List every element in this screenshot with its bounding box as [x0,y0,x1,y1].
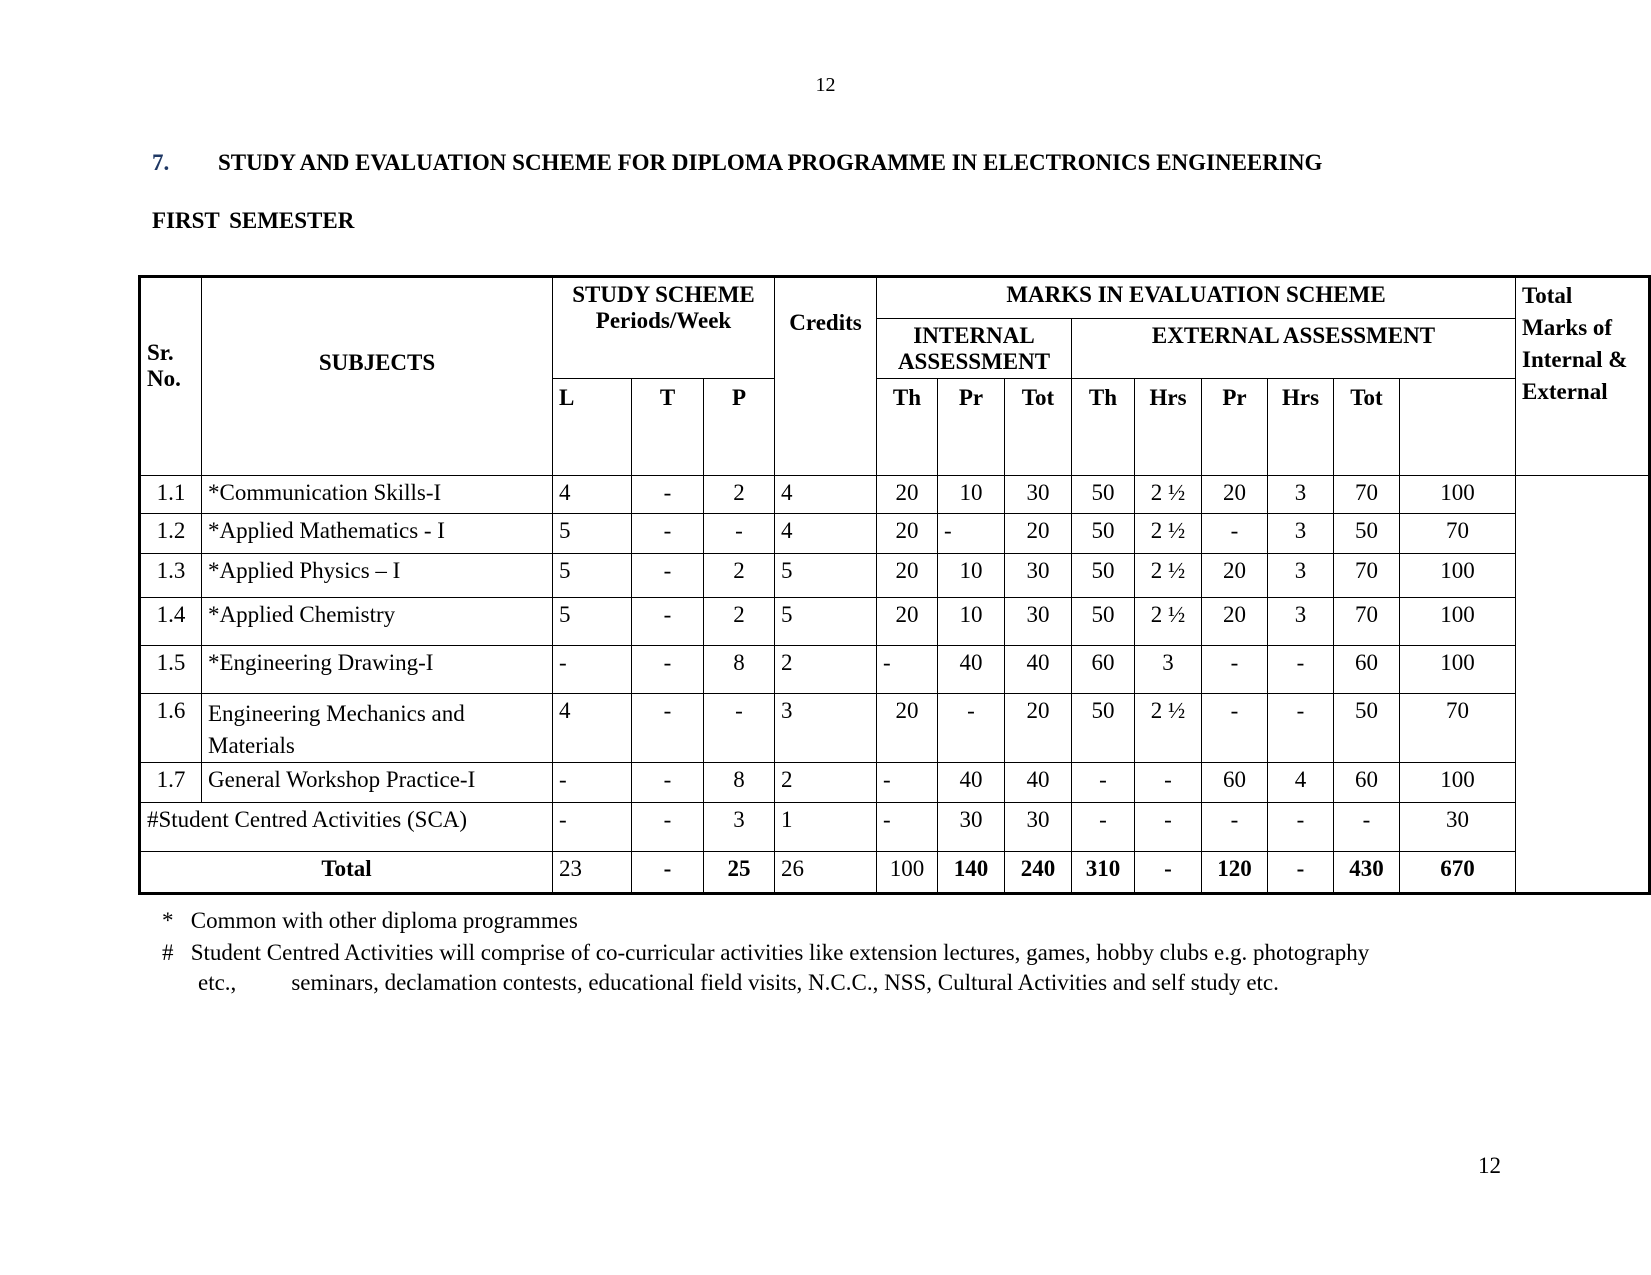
l-cell: 23 [553,852,632,894]
subject-cell: General Workshop Practice-I [202,763,553,803]
subject-cell: *Applied Physics – I [202,554,553,598]
int-th-cell: - [877,763,938,803]
l-cell: 4 [553,476,632,514]
int-pr-cell: - [938,514,1005,554]
int-tot-cell: 20 [1005,514,1072,554]
ext-pr-cell: 60 [1202,763,1268,803]
ext-hrs1-cell: - [1135,852,1202,894]
t-cell: - [632,852,704,894]
int-tot-cell: 40 [1005,763,1072,803]
ext-th-cell: 310 [1072,852,1135,894]
table-row [140,598,1650,646]
external-assessment-header: EXTERNAL ASSESSMENT [1072,319,1516,379]
ext-pr-cell: - [1202,803,1268,852]
ext-th-cell: 50 [1072,476,1135,514]
l-cell: 4 [553,694,632,763]
footnote-sca-line2b: seminars, declamation contests, educational field visits, N.C.C., NSS, Cultural Activities and self study etc. [291,970,1279,995]
footnote-sca [162,938,1369,998]
ext-tot-cell: 60 [1334,646,1400,694]
ext-tot-cell: 430 [1334,852,1400,894]
t-cell: - [632,763,704,803]
ext-hrs1-cell: 3 [1135,646,1202,694]
p-cell: 25 [704,852,775,894]
study-scheme-header: STUDY SCHEME Periods/Week [553,277,775,379]
credits-cell: 5 [775,554,877,598]
table-row [140,514,1650,554]
p-cell: - [704,694,775,763]
total-cell: 100 [1400,476,1516,514]
ext-tot-cell: 60 [1334,763,1400,803]
int-th-cell: 20 [877,598,938,646]
footnote-sca-line2a: etc., [198,970,237,995]
ext-tot-cell: 70 [1334,598,1400,646]
ext-hrs2-header: Hrs [1268,379,1334,476]
footnote-sca-mark: # [162,940,174,965]
subject-cell: *Communication Skills-I [202,476,553,514]
l-cell: - [553,803,632,852]
sr-cell: 1.7 [140,763,202,803]
page-number-bottom: 12 [1478,1153,1501,1178]
l-cell: - [553,763,632,803]
int-pr-cell: 10 [938,598,1005,646]
int-tot-cell: 30 [1005,554,1072,598]
sr-cell: 1.1 [140,476,202,514]
table-row [140,646,1650,694]
ext-hrs2-cell: 4 [1268,763,1334,803]
int-th-cell: - [877,803,938,852]
t-header: T [632,379,704,476]
p-cell: - [704,514,775,554]
int-tot-cell: 20 [1005,694,1072,763]
total-cell: 70 [1400,694,1516,763]
evaluation-scheme-table [138,275,1651,895]
ext-tot-cell: 50 [1334,694,1400,763]
internal-assessment-header: INTERNAL ASSESSMENT [877,319,1072,379]
total-label-cell: Total [140,852,553,894]
ext-hrs1-cell: 2 ½ [1135,694,1202,763]
l-cell: 5 [553,514,632,554]
ext-hrs1-cell: - [1135,763,1202,803]
int-pr-cell: 30 [938,803,1005,852]
int-tot-header: Tot [1005,379,1072,476]
subject-cell: Engineering Mechanics and Materials [202,694,553,763]
sr-cell: 1.2 [140,514,202,554]
ext-hrs2-cell: - [1268,852,1334,894]
sr-no-header: Sr. No. [140,277,202,476]
ext-hrs1-header: Hrs [1135,379,1202,476]
ext-hrs2-cell: 3 [1268,476,1334,514]
t-cell: - [632,514,704,554]
t-cell: - [632,476,704,514]
ext-th-cell: 50 [1072,598,1135,646]
ext-hrs2-cell: - [1268,694,1334,763]
t-cell: - [632,554,704,598]
credits-cell: 2 [775,646,877,694]
total-cell: 100 [1400,554,1516,598]
ext-pr-cell: - [1202,694,1268,763]
ext-hrs1-cell: - [1135,803,1202,852]
marks-header: MARKS IN EVALUATION SCHEME [877,277,1516,319]
sr-cell: 1.5 [140,646,202,694]
footnotes [162,906,1369,998]
t-cell: - [632,646,704,694]
table-row [140,763,1650,803]
sca-row [140,803,1650,852]
total-row [140,852,1650,894]
table-row [140,476,1650,514]
ext-tot-cell: - [1334,803,1400,852]
ext-hrs2-cell: 3 [1268,554,1334,598]
footnote-sca-line1: Student Centred Activities will comprise of co-curricular activities like extension lectures, games, hobby clubs e.g. photography [190,940,1370,965]
sr-cell: 1.4 [140,598,202,646]
int-pr-cell: - [938,694,1005,763]
int-th-header: Th [877,379,938,476]
credits-cell: 4 [775,476,877,514]
p-header: P [704,379,775,476]
table-row [140,554,1650,598]
int-pr-cell: 140 [938,852,1005,894]
int-th-cell: 100 [877,852,938,894]
ext-pr-cell: - [1202,514,1268,554]
int-pr-cell: 40 [938,763,1005,803]
semester-heading: FIRST SEMESTER [152,208,355,233]
ext-pr-header: Pr [1202,379,1268,476]
section-heading [152,150,1322,176]
credits-header: Credits [775,277,877,476]
ext-hrs2-cell: 3 [1268,598,1334,646]
l-cell: 5 [553,554,632,598]
total-cell: 30 [1400,803,1516,852]
credits-cell: 2 [775,763,877,803]
ext-th-cell: 50 [1072,554,1135,598]
ext-th-cell: 60 [1072,646,1135,694]
p-cell: 2 [704,598,775,646]
int-th-cell: 20 [877,694,938,763]
l-cell: 5 [553,598,632,646]
ext-pr-cell: 20 [1202,598,1268,646]
ext-th-header: Th [1072,379,1135,476]
p-cell: 2 [704,554,775,598]
total-cell: 100 [1400,598,1516,646]
table-row [140,694,1650,763]
ext-pr-cell: 120 [1202,852,1268,894]
ext-tot-cell: 70 [1334,554,1400,598]
int-tot-cell: 40 [1005,646,1072,694]
total-marks-header: Total Marks of Internal & External [1516,277,1650,476]
int-th-cell: 20 [877,554,938,598]
ext-hrs1-cell: 2 ½ [1135,476,1202,514]
p-cell: 8 [704,646,775,694]
l-header: L [553,379,632,476]
ext-pr-cell: 20 [1202,554,1268,598]
int-pr-cell: 10 [938,476,1005,514]
section-number: 7. [152,150,170,175]
p-cell: 3 [704,803,775,852]
total-cell: 70 [1400,514,1516,554]
ext-hrs1-cell: 2 ½ [1135,598,1202,646]
ext-hrs2-cell: - [1268,646,1334,694]
credits-cell: 1 [775,803,877,852]
t-cell: - [632,694,704,763]
ext-tot-header: Tot [1334,379,1400,476]
ext-hrs1-cell: 2 ½ [1135,554,1202,598]
sr-cell: 1.3 [140,554,202,598]
total-cell: 670 [1400,852,1516,894]
page-number-top: 12 [815,74,836,96]
total-cell: 100 [1400,646,1516,694]
ext-hrs1-cell: 2 ½ [1135,514,1202,554]
sr-cell: 1.6 [140,694,202,763]
int-tot-cell: 30 [1005,598,1072,646]
ext-hrs2-cell: - [1268,803,1334,852]
p-cell: 2 [704,476,775,514]
subject-cell: *Applied Chemistry [202,598,553,646]
t-cell: - [632,598,704,646]
subjects-header: SUBJECTS [202,277,553,476]
p-cell: 8 [704,763,775,803]
int-pr-header: Pr [938,379,1005,476]
ext-th-cell: 50 [1072,514,1135,554]
t-cell: - [632,803,704,852]
ext-tot-cell: 50 [1334,514,1400,554]
int-pr-cell: 40 [938,646,1005,694]
credits-cell: 26 [775,852,877,894]
ext-tot-cell: 70 [1334,476,1400,514]
ext-pr-cell: 20 [1202,476,1268,514]
total-cell: 100 [1400,763,1516,803]
ext-pr-cell: - [1202,646,1268,694]
int-th-cell: 20 [877,476,938,514]
int-tot-cell: 30 [1005,803,1072,852]
credits-cell: 5 [775,598,877,646]
int-th-cell: - [877,646,938,694]
int-th-cell: 20 [877,514,938,554]
sca-subject-cell: #Student Centred Activities (SCA) [140,803,553,852]
credits-cell: 4 [775,514,877,554]
int-tot-cell: 240 [1005,852,1072,894]
credits-cell: 3 [775,694,877,763]
ext-th-cell: - [1072,763,1135,803]
int-pr-cell: 10 [938,554,1005,598]
l-cell: - [553,646,632,694]
section-title: STUDY AND EVALUATION SCHEME FOR DIPLOMA PROGRAMME IN ELECTRONICS ENGINEERING [218,150,1323,175]
ext-hrs2-cell: 3 [1268,514,1334,554]
subject-cell: *Engineering Drawing-I [202,646,553,694]
footnote-common: * Common with other diploma programmes [162,908,578,933]
int-tot-cell: 30 [1005,476,1072,514]
subject-cell: *Applied Mathematics - I [202,514,553,554]
ext-th-cell: 50 [1072,694,1135,763]
ext-th-cell: - [1072,803,1135,852]
